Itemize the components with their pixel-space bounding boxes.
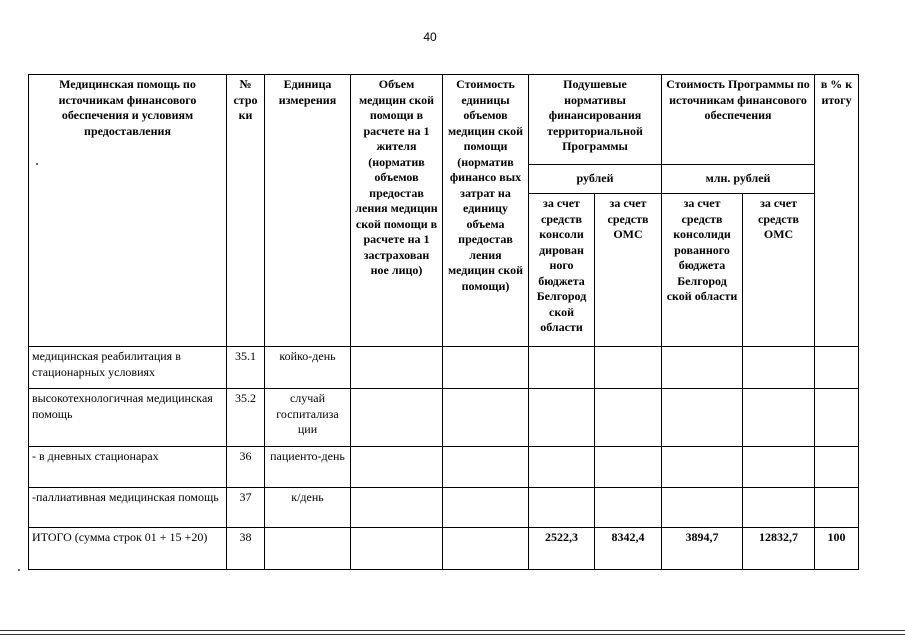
row-number: 38 [227,528,265,570]
row-consolidated-per-capita [529,447,595,488]
table-row [29,488,859,528]
row-unit-cost [443,347,529,389]
header-consolidated-budget-cost: за счет средств консолиди рованного бюджета Белгород ской области [662,194,743,347]
header-program-cost: Стоимость Программы по источникам финансового обеспечения [662,75,815,165]
row-consolidated-cost [662,488,743,528]
row-consolidated-per-capita [529,389,595,447]
table-row [29,389,859,447]
table-row [29,347,859,389]
header-oms-per-capita: за счет средств ОМС [595,194,662,347]
row-oms-per-capita [595,389,662,447]
row-percent [815,389,859,447]
row-name: - в дневных стационарах [29,447,227,488]
row-percent: 100 [815,528,859,570]
table-row [29,447,859,488]
row-percent [815,488,859,528]
scan-speck [18,569,20,571]
row-unit: к/день [265,488,351,528]
row-name: -паллиативная медицинская помощь [29,488,227,528]
row-unit: койко-день [265,347,351,389]
financing-table [28,74,859,570]
header-volume-norm: Объем медицин ской помощи в расчете на 1 жителя (норматив объемов предостав ления медицин ской помощи в расчете на 1 застрахован ное лицо) [351,75,443,347]
row-consolidated-per-capita [529,347,595,389]
row-consolidated-cost [662,347,743,389]
row-unit-cost [443,447,529,488]
header-per-capita-norms: Подушевые нормативы финансирования территориальной Программы [529,75,662,165]
page-number: 40 [423,30,437,44]
row-unit [265,528,351,570]
row-consolidated-cost [662,389,743,447]
header-unit-cost-norm: Стоимость единицы объемов медицин ской помощи (норматив финансо вых затрат на единицу объема предостав ления медицин ской помощи) [443,75,529,347]
row-volume [351,447,443,488]
row-number: 36 [227,447,265,488]
row-oms-cost [743,447,815,488]
header-unit: Единица измерения [265,75,351,347]
row-unit: случай госпитализа ции [265,389,351,447]
row-percent [815,347,859,389]
table-row [29,528,859,570]
page-bottom-rule [0,634,905,635]
row-percent [815,447,859,488]
row-number: 35.1 [227,347,265,389]
scan-speck [36,163,38,165]
row-oms-cost [743,488,815,528]
row-volume [351,528,443,570]
row-unit-cost [443,528,529,570]
header-percent-of-total: в % к итогу [815,75,859,347]
row-unit: пациенто-день [265,447,351,488]
row-consolidated-per-capita [529,488,595,528]
row-consolidated-cost: 3894,7 [662,528,743,570]
row-number: 37 [227,488,265,528]
header-row-number: № стро ки [227,75,265,347]
header-consolidated-budget-per-capita: за счет средств консоли дирован ного бюджета Белгород ской области [529,194,595,347]
row-volume [351,347,443,389]
row-number: 35.2 [227,389,265,447]
row-oms-cost [743,347,815,389]
header-rubles: рублей [529,165,662,194]
header-care-type: Медицинская помощь по источникам финансового обеспечения и условиям предоставления [29,75,227,347]
row-consolidated-cost [662,447,743,488]
row-oms-cost [743,389,815,447]
row-oms-per-capita [595,488,662,528]
header-million-rubles: млн. рублей [662,165,815,194]
row-unit-cost [443,488,529,528]
row-oms-per-capita [595,347,662,389]
row-name: медицинская реабилитация в стационарных условиях [29,347,227,389]
row-volume [351,488,443,528]
row-volume [351,389,443,447]
row-name: ИТОГО (сумма строк 01 + 15 +20) [29,528,227,570]
header-oms-cost: за счет средств ОМС [743,194,815,347]
row-oms-per-capita: 8342,4 [595,528,662,570]
row-name: высокотехнологичная медицинская помощь [29,389,227,447]
row-oms-per-capita [595,447,662,488]
row-unit-cost [443,389,529,447]
row-oms-cost: 12832,7 [743,528,815,570]
page-bottom-rule [0,630,905,631]
row-consolidated-per-capita: 2522,3 [529,528,595,570]
